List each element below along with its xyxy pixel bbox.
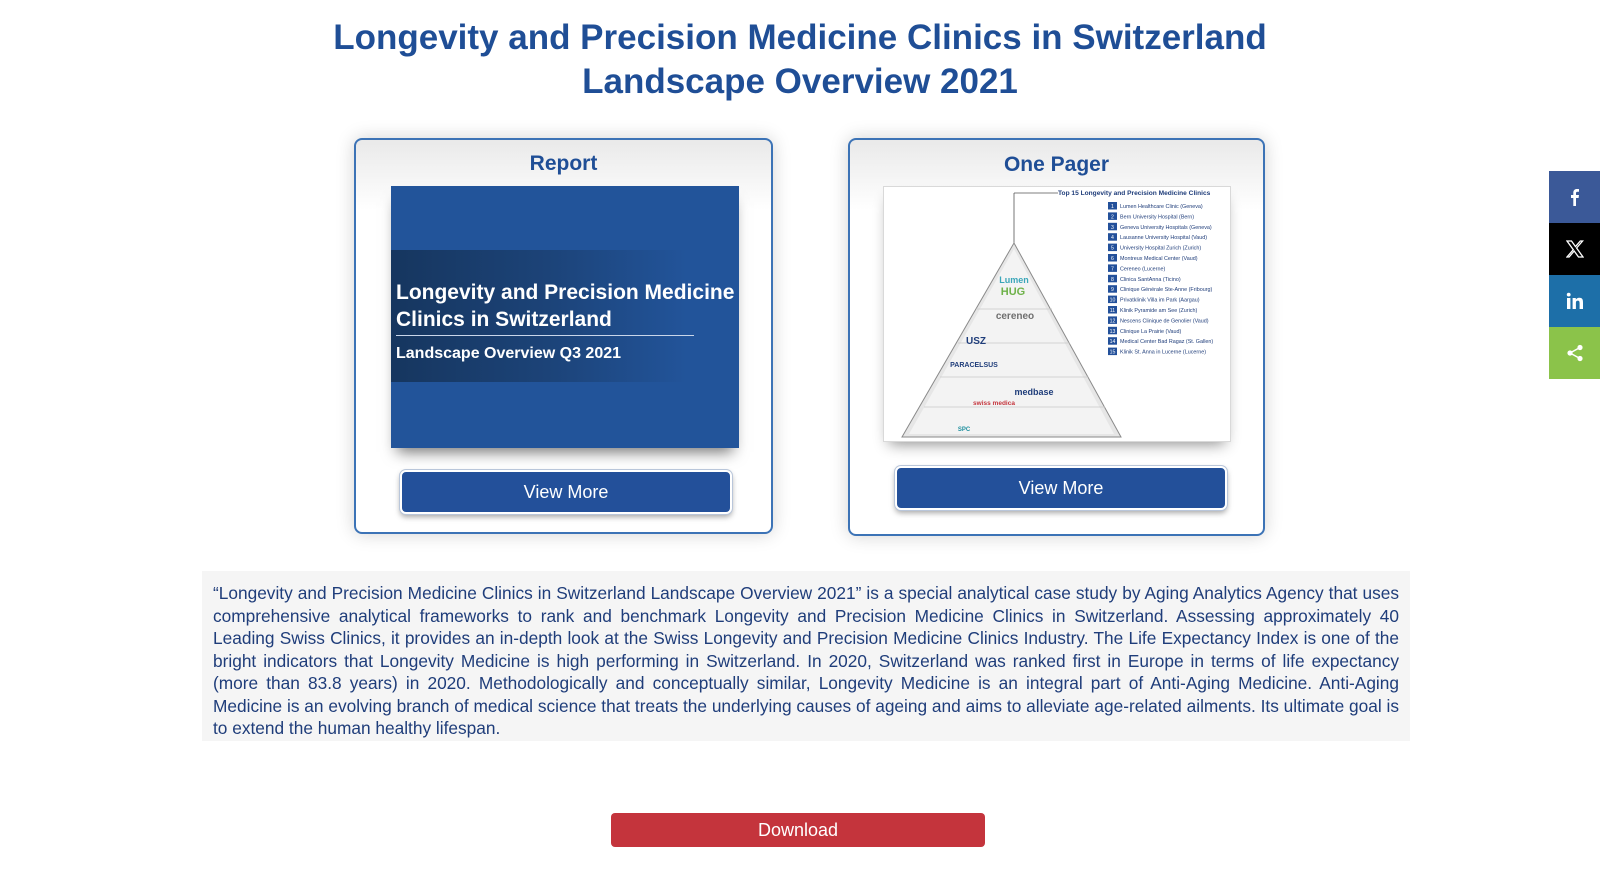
page-title-line2: Landscape Overview 2021 xyxy=(582,62,1018,101)
clinic-rank-number: 6 xyxy=(1111,256,1114,262)
clinic-name: Cereneo (Lucerne) xyxy=(1120,266,1166,273)
one-pager-graphic xyxy=(884,187,1230,441)
clinic-rank-number: 8 xyxy=(1111,276,1114,283)
one-pager-list-title: Top 15 Longevity and Precision Medicine Clinics xyxy=(1058,190,1211,197)
download-button[interactable]: Download xyxy=(611,813,985,847)
report-card xyxy=(354,138,773,534)
cover-divider xyxy=(396,335,694,336)
x-share-button[interactable] xyxy=(1549,223,1600,275)
x-icon xyxy=(1566,240,1584,258)
clinic-rank-number: 15 xyxy=(1109,349,1116,356)
report-view-more-button[interactable]: View More xyxy=(400,470,732,514)
page-title xyxy=(0,16,1600,104)
cover-heading-line2: Clinics in Switzerland xyxy=(396,308,612,331)
clinic-name: Bern University Hospital (Bern) xyxy=(1120,214,1194,221)
clinic-name: Lausanne University Hospital (Vaud) xyxy=(1120,235,1208,242)
clinic-name: Medical Center Bad Ragaz (St. Gallen) xyxy=(1120,339,1214,346)
clinic-rank-number: 14 xyxy=(1109,339,1116,346)
report-cover-image[interactable] xyxy=(391,186,739,448)
clinic-rank-number: 2 xyxy=(1111,214,1114,221)
one-pager-card-title: One Pager xyxy=(1003,153,1110,176)
clinic-rank-number: 9 xyxy=(1111,287,1114,294)
clinic-rank-number: 10 xyxy=(1109,297,1116,304)
linkedin-icon xyxy=(1566,292,1584,310)
pyramid-logo: swiss medica xyxy=(973,400,1015,407)
cover-heading-line1: Longevity and Precision Medicine xyxy=(396,281,735,304)
clinic-name: Geneva University Hospitals (Geneva) xyxy=(1120,224,1212,231)
clinic-rank-number: 7 xyxy=(1111,266,1114,273)
clinic-name: Clinique La Prairie (Vaud) xyxy=(1120,328,1182,335)
clinic-rank-number: 13 xyxy=(1109,328,1116,335)
facebook-icon xyxy=(1566,188,1584,206)
pyramid-logo: cereneo xyxy=(995,311,1035,322)
clinic-name: Montreux Medical Center (Vaud) xyxy=(1120,256,1198,262)
clinic-name: Clinique Générale Ste-Anne (Fribourg) xyxy=(1120,287,1213,294)
pyramid-logo: PARACELSUS xyxy=(950,362,998,369)
facebook-share-button[interactable] xyxy=(1549,171,1600,223)
cover-heading xyxy=(396,279,739,333)
pyramid-logo: USZ xyxy=(966,336,986,347)
clinic-name: Clinica SantAnna (Ticino) xyxy=(1120,276,1181,283)
general-share-button[interactable] xyxy=(1549,327,1600,379)
clinic-rank-number: 3 xyxy=(1111,224,1114,231)
pyramid-logo: medbase xyxy=(1014,387,1054,397)
one-pager-image[interactable] xyxy=(883,186,1231,442)
clinic-rank-number: 4 xyxy=(1111,235,1114,242)
clinic-name: University Hospital Zurich (Zurich) xyxy=(1120,245,1202,252)
cover-subtitle: Landscape Overview Q3 2021 xyxy=(396,345,622,362)
report-card-title: Report xyxy=(529,152,598,175)
one-pager-card xyxy=(848,138,1265,536)
pyramid-logo: Lumen xyxy=(999,275,1029,285)
clinic-rank-number: 5 xyxy=(1111,245,1114,252)
pyramid-logo: SPC xyxy=(957,427,971,433)
linkedin-share-button[interactable] xyxy=(1549,275,1600,327)
clinic-name: Nescens Clinique de Genolier (Vaud) xyxy=(1120,318,1209,325)
clinic-rank-number: 11 xyxy=(1109,308,1116,314)
share-icon xyxy=(1566,344,1584,362)
pyramid-logo: HUG xyxy=(1000,286,1026,298)
share-bar xyxy=(1549,171,1600,379)
clinic-name: Klinik St. Anna in Lucerne (Lucerne) xyxy=(1120,349,1206,356)
description-text: “Longevity and Precision Medicine Clinics in Switzerland Landscape Overview 2021” is a special analytical case study by Aging Analytics Agency that uses comprehensive analytical frameworks to rank and benchmark Longevity and Precision Medicine Clinics in Switzerland. Assessing approximately 40 Leading Swiss Clinics, it provides an in-depth look at the Swiss Longevity and Precision Medicine Clinics Industry. The Life Expectancy Index is one of the bright indicators that Longevity Medicine is high performing in Switzerland. In 2020, Switzerland was ranked first in Europe in terms of life expectancy (more than 83.8 years) in 2020. Methodologically and conceptually similar, Longevity Medicine is an integral part of Anti-Aging Medicine. Anti-Aging Medicine is an evolving branch of medical science that treats the underlying causes of ageing and aims to alleviate age-related ailments. Its ultimate goal is to extend the human healthy lifespan. xyxy=(202,571,1410,741)
page-title-line1: Longevity and Precision Medicine Clinics in Switzerland xyxy=(333,18,1267,57)
clinic-name: Lumen Healthcare Clinic (Geneva) xyxy=(1120,204,1203,210)
one-pager-view-more-button[interactable]: View More xyxy=(895,466,1227,510)
clinic-rank-number: 12 xyxy=(1109,318,1116,325)
clinic-rank-number: 1 xyxy=(1111,204,1114,210)
clinic-name: Klinik Pyramide am See (Zurich) xyxy=(1120,308,1198,314)
clinic-name: Privatklinik Villa im Park (Aargau) xyxy=(1120,297,1200,304)
